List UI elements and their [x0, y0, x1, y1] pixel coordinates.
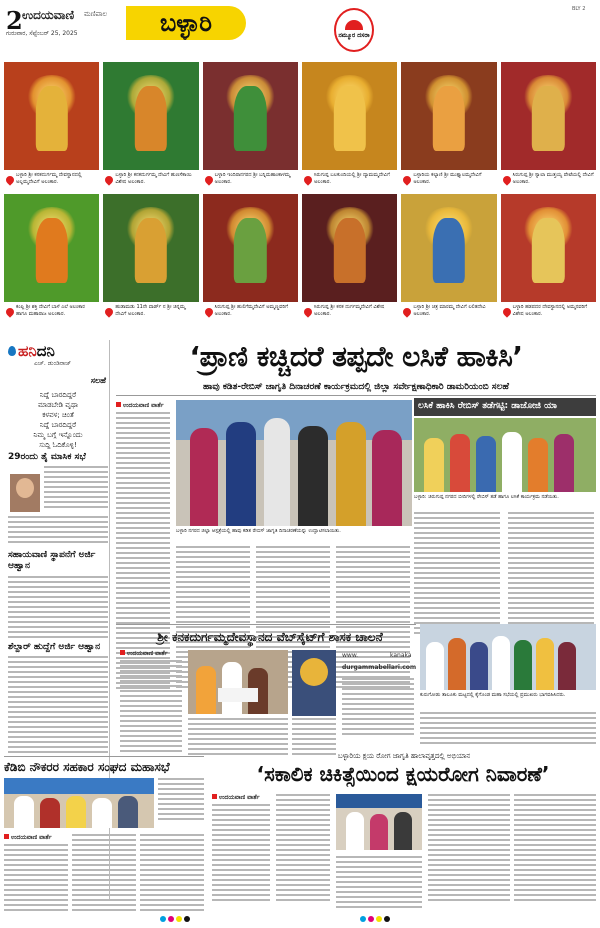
deity-photo-image	[501, 194, 596, 302]
tb-headline: ‘ಸಕಾಲಿಕ ಚಿಕಿತ್ಸೆಯಿಂದ ಕ್ಷಯರೋಗ ನಿವಾರಣೆ’	[256, 762, 550, 786]
registration-marks-left	[160, 916, 190, 922]
url-kanaka: kanaka	[390, 652, 412, 659]
rule-kdb	[4, 756, 204, 757]
deity-photo-caption: ಬಳ್ಳಾರಿ ಹಡಪದರ ದೇವಸ್ಥಾನದಲ್ಲಿ ಅಮ್ಮನವರಿಗೆ ವಿಶೇಷ ಅಲಂಕಾರ.	[501, 302, 596, 322]
tb-kicker: ಬಳ್ಳಾರಿಯ ಕ್ಷಯ ರೋಗ ಜಾಗೃತಿ ಹಾಲಾವೃತ್ತದಲ್ಲಿ ಅಭಿಯಾನ	[337, 752, 471, 760]
temple-body-col4	[342, 678, 414, 738]
brief-body-2	[8, 576, 108, 641]
poem-line: ಮಾಡಬೇಡಿ ವೃಥಾ	[37, 401, 79, 409]
deity-photo-caption: ಸಿರುಗುಪ್ಪ ಶ್ರೀ ಕನಕ ದುರ್ಗಮ್ಮದೇವಿಗೆ ವಿಶೇಷ ಅಲಂಕಾರ.	[302, 302, 397, 322]
dasara-logo-icon	[334, 8, 374, 52]
deity-photo	[4, 194, 99, 322]
hanidani-logo	[8, 342, 55, 360]
edition-label: ಮಣಿಪಾಲ	[84, 10, 108, 18]
poem-line: ನಿದ್ದೆ ಬಾರದಿದ್ದರೆ	[39, 421, 77, 429]
deity-photo-image	[103, 62, 198, 170]
official-portrait	[10, 474, 40, 512]
kdb-headline: ಕೆಡಿಬಿ ನೌಕರರ ಸಹಕಾರ ಸಂಘದ ಮಹಾಸಭೆ	[4, 760, 170, 774]
hanidani-brand-a: ಹನಿ	[18, 342, 37, 360]
brief-body-3	[8, 656, 108, 756]
deity-photo	[501, 194, 596, 322]
deity-photo	[302, 194, 397, 322]
deity-photo-image	[203, 194, 298, 302]
column-title: ಸಲಹೆ	[90, 376, 106, 385]
deity-photo	[401, 194, 496, 322]
tb-event-photo	[336, 794, 422, 850]
deity-photo	[401, 62, 496, 190]
city-title: ಬಳ್ಳಾರಿ	[126, 6, 246, 40]
main-subhead: ಹಾವು ಕಡಿತ-ರೇಬಿಸ್ ಜಾಗೃತಿ ದಿನಾಚರಣೆ ಕಾರ್ಯಕ್ರಮದಲ್ಲಿ ಜಿಲ್ಲಾ ಸರ್ವೇಕ್ಷಣಾಧಿಕಾರಿ ಡಾಮರಿಯಂಬಿ ಸಲಹೆ	[116, 382, 596, 396]
tb-body-col2	[276, 794, 330, 904]
url-prefix: www.	[342, 652, 359, 659]
deity-figure	[35, 86, 67, 151]
meeting-photo	[420, 624, 596, 690]
brief-body-1b	[8, 516, 108, 546]
temple-headline: ಶ್ರೀ ಕನಕದುರ್ಗಮ್ಮದೇವಸ್ಥಾನದ ವೆಬ್‌ಸೈಟ್‌ಗೆ ಶಾಸಕ ಚಾಲನೆ	[157, 630, 383, 644]
tb-body-col3	[336, 856, 422, 911]
deity-photo-image	[103, 194, 198, 302]
column-poem	[8, 390, 108, 450]
deity-figure	[234, 86, 266, 151]
main-headline: ‘ಪ್ರಾಣಿ ಕಚ್ಚಿದರೆ ತಪ್ಪದೇ ಲಸಿಕೆ ಹಾಕಿಸಿ’	[189, 340, 523, 373]
deity-photo	[103, 62, 198, 190]
paper-name: ಉದಯವಾಣಿ	[22, 8, 75, 22]
deity-figure	[433, 86, 465, 151]
deity-photo-caption: ಬಳ್ಳಾರಿ ಇಂದಿರಾನಗರದ ಶ್ರೀ ಬನ್ನಿಮಹಾಂಕಾಳಮ್ಮ ಅಲಂಕಾರ.	[203, 170, 298, 190]
kdb-body-col3	[140, 834, 204, 914]
page-number: 2	[6, 6, 23, 35]
deity-photo-caption: ಬಳ್ಳಾರಿ ಶ್ರೀ ಕನಕದುರ್ಗಮ್ಮ ದೇವಸ್ಥಾನದಲ್ಲಿ ಅಲ್ಲಮ್ಮದೇವಿಗೆ ಅಲಂಕಾರ.	[4, 170, 99, 190]
deity-photo-caption: ಸಿರುಗುಪ್ಪ ಶ್ರೀ ಹುಲಿಗೆಮ್ಮದೇವಿಗೆ ಅಮ್ಮಣ್ಣವರಿಗೆ ಅಲಂಕಾರ.	[203, 302, 298, 322]
meeting-photo-caption: ಕುರುಗೋಡು ತಾಲೂಕು ಮಟ್ಟದಲ್ಲಿ ಕೈಗೊಂಡ ಮಹಾ ಸಭೆಯಲ್ಲಿ ಪ್ರಮುಖರು ಭಾಗವಹಿಸಿದರು.	[420, 692, 566, 698]
deity-figure	[333, 86, 365, 151]
deity-photo-image	[401, 194, 496, 302]
deity-photo-image	[302, 194, 397, 302]
kdb-body-col1	[4, 844, 68, 914]
kdb-meeting-photo	[4, 778, 154, 828]
deity-figure	[234, 218, 266, 283]
deity-photo	[203, 62, 298, 190]
temple-body-col1	[120, 660, 182, 755]
date-line: ಗುರುವಾರ, ಸೆಪ್ಟೆಂಬರ್ 25, 2025	[6, 30, 78, 37]
deity-photo-image	[401, 62, 496, 170]
temple-logo-graphic	[292, 650, 336, 716]
website-launch-photo	[188, 650, 288, 714]
poem-line: ಕಳವಳ; ಚಿಂತೆ	[42, 411, 74, 419]
temple-byline: ಉದಯವಾಣಿ ವಾರ್ತೆ	[120, 650, 168, 658]
deity-photo-image	[501, 62, 596, 170]
side-body-col2	[508, 512, 594, 637]
deity-figure	[35, 218, 67, 283]
logo-ornament	[345, 20, 363, 30]
side-story-photo	[414, 418, 596, 492]
poem-line: ಸುದ್ದಿ ಓದಿಕೊಳ್ಳಿ!	[39, 441, 77, 449]
hanidani-brand-b: ದನಿ	[36, 342, 55, 360]
deity-figure	[433, 218, 465, 283]
kdb-byline: ಉದಯವಾಣಿ ವಾರ್ತೆ	[4, 834, 52, 842]
tb-byline: ಉದಯವಾಣಿ ವಾರ್ತೆ	[212, 794, 260, 802]
deity-photo	[501, 62, 596, 190]
deity-figure	[333, 218, 365, 283]
deity-photo-image	[203, 62, 298, 170]
tb-body-col1	[212, 804, 270, 904]
logo-text: ನಮ್ಮೂರ ದಸರಾ	[338, 32, 370, 39]
kdb-body-col2	[72, 834, 136, 914]
main-photo-caption: ಬಳ್ಳಾರಿ ನಗರದ ಜಿಲ್ಲಾ ಆಸ್ಪತ್ರೆಯಲ್ಲಿ ಹಾವು ಕಡಿತ ರೇಬಿಸ್ ಜಾಗೃತಿ ದಿನಾಚರಣೆಯನ್ನು ಉದ್ಘಾಟಿಸಲಾಯಿತು.	[176, 528, 341, 534]
deity-photo-caption: ಸಿರುಗುಪ್ಪ ಬಲಕುಂದಿಯಲ್ಲಿ ಶ್ರೀ ದ್ಯಾಮಮ್ಮದೇವಿಗೆ ಅಲಂಕಾರ.	[302, 170, 397, 190]
kdb-body-side	[158, 778, 204, 823]
deity-photo-caption: ಸಿರುಗುಪ್ಪ ಶ್ರೀ ಸ್ಯಾಲಾ ಮುತ್ತಯ್ಯ ಪೇಟೆಯಲ್ಲಿ ದೇವಿಗೆ ಅಲಂಕಾರ.	[501, 170, 596, 190]
drop-icon	[8, 346, 16, 356]
deity-figure	[532, 218, 564, 283]
meeting-body	[420, 712, 596, 747]
rule-temple	[116, 624, 416, 625]
poem-line: ನಿದ್ದೆ ಬಾರದಿದ್ದರೆ	[39, 391, 77, 399]
deity-photo-image	[302, 62, 397, 170]
main-byline: ಉದಯವಾಣಿ ವಾರ್ತೆ	[116, 402, 164, 410]
deity-photo	[103, 194, 198, 322]
poem-line: ನಿಮ್ಮ ಬಗ್ಗೆ ಇನ್ನೊಂದು	[33, 431, 83, 439]
registration-marks-right	[360, 916, 390, 922]
deity-photo-caption: ಬಳ್ಳಾರಿ ಶ್ರೀ ಕನಕದುರ್ಗಮ್ಮ ದೇವಿಗೆ ಹುಣಸೆಕಾಯಿ ವಿಶೇಷ ಅಲಂಕಾರ.	[103, 170, 198, 190]
side-body-col1	[414, 512, 500, 637]
side-story-caption: ಬಳ್ಳಾರಿ: ಚಿರುಗುಪ್ಪ ನಗರದ ಬೀದಿಗಳಲ್ಲಿ ರೇಬಿಸ್ ತಡೆ ಹಾಗೂ ಲಸಿಕೆ ಕಾರ್ಯಕ್ರಮ ನಡೆಯಿತು.	[414, 494, 559, 500]
deity-photo	[302, 62, 397, 190]
deity-photo-image	[4, 194, 99, 302]
brief-body-1a	[44, 466, 108, 511]
masthead	[0, 0, 600, 60]
deity-figure	[532, 86, 564, 151]
brief-head-3: ಶೆಲ್ದಾರ್ ಹುದ್ದೆಗೆ ಅರ್ಜಿ ಆಹ್ವಾನ	[8, 642, 101, 652]
deity-photo-caption: ಬಳ್ಳಾರಿಯ ಕಲ್ಯಾಣಿ ಶ್ರೀ ಮುತ್ತ್ಯಾಲಮ್ಮದೇವಿಗೆ ಅಲಂಕಾರ.	[401, 170, 496, 190]
brief-head-2: ಸಹಾಯವಾಣಿ ಸ್ಥಾಪನೆಗೆ ಅರ್ಜಿ ಆಹ್ವಾನ	[8, 550, 96, 571]
deity-photo-grid	[4, 62, 596, 322]
rabies-event-photo	[176, 400, 412, 526]
deity-photo-caption: ಬಳ್ಳಾರಿ ಶ್ರೀ ಚಿತ್ರ ಮಾರಮ್ಮ ದೇವಿಗೆ ಲಲಿತದೇವಿ ಅಲಂಕಾರ.	[401, 302, 496, 322]
deity-photo	[4, 62, 99, 190]
deity-figure	[135, 218, 167, 283]
page-code: BLY 2	[572, 6, 586, 12]
deity-photo	[203, 194, 298, 322]
tb-body-col4	[428, 794, 510, 904]
side-story-head: ಲಸಿಕೆ ಹಾಕಿಸಿ ರೇಬಿಸ್ ತಡೆಗಟ್ಟಿ: ಡಾಜೋಜಿ ಯಾ	[414, 398, 596, 416]
brief-head-1: 29ರಂದು ತೈ ಮಾಸಿಕ ಸಭೆ	[8, 452, 86, 462]
deity-photo-image	[4, 62, 99, 170]
deity-photo-caption: ಕಂಪ್ಲಿ ಶ್ರೀ ಶಕ್ತಿ ದೇವಿಗೆ ಬಾಳೆ ಎಲೆ ಅಲಂಕಾರ ಹಾಗೂ ಮಹಾರಾಜ ಅಲಂಕಾರ.	[4, 302, 99, 322]
tb-body-col5	[514, 794, 596, 904]
deity-photo-caption: ಹುಡಾಮಡು 11ನೇ ವಾರ್ಡ್ ನ ಶ್ರೀ ಚಿನ್ನಮ್ಮ ದೇವಿಗೆ ಅಲಂಕಾರ.	[103, 302, 198, 322]
url-domain: durgammabellari.com	[342, 664, 417, 671]
column-author: ಎಚ್. ಡುಂಡಿರಾಜ್	[34, 360, 72, 367]
deity-figure	[135, 86, 167, 151]
